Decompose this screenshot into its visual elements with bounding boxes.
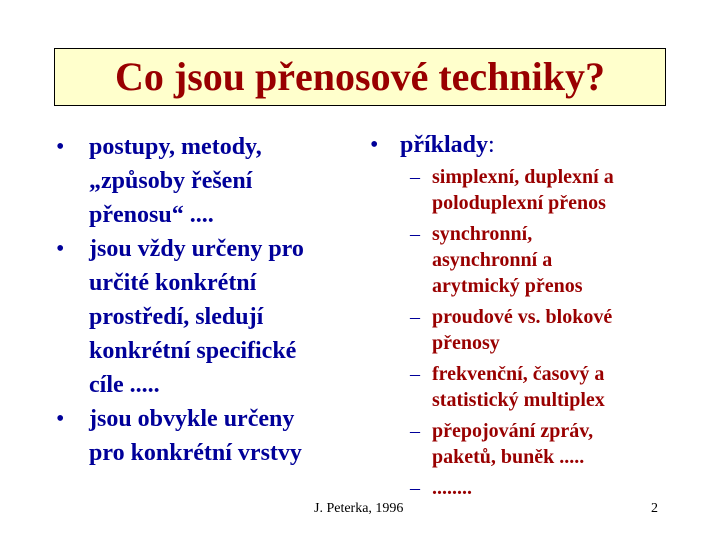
bullet-icon: • — [56, 236, 65, 262]
bullet-line: konkrétní specifické — [89, 338, 297, 364]
bullet-line: jsou vždy určeny pro — [89, 236, 304, 262]
bullet-text — [89, 130, 356, 232]
example-line: přepojování zpráv, — [432, 420, 594, 442]
examples-heading-colon: : — [488, 132, 495, 158]
example-line: simplexní, duplexní a — [432, 166, 614, 188]
example-item — [410, 164, 670, 216]
bullet-icon: • — [56, 134, 65, 160]
page-number: 2 — [651, 501, 658, 516]
example-line: arytmický přenos — [432, 275, 583, 297]
example-item — [410, 475, 670, 501]
examples-list — [370, 164, 670, 501]
examples-heading — [370, 128, 670, 162]
bullet-icon: • — [56, 406, 65, 432]
bullet-line: pro konkrétní vrstvy — [89, 440, 302, 466]
examples-heading-text — [400, 128, 670, 162]
bullet-line: přenosu“ .... — [89, 202, 214, 228]
example-line: synchronní, — [432, 223, 533, 245]
left-bullet — [56, 402, 356, 470]
example-line: paketů, buněk ..... — [432, 446, 585, 468]
example-text — [432, 475, 670, 501]
left-column — [56, 130, 356, 470]
example-item — [410, 304, 670, 356]
dash-icon: – — [410, 477, 420, 499]
example-item — [410, 418, 670, 470]
example-line: proudové vs. blokové — [432, 306, 613, 328]
bullet-line: jsou obvykle určeny — [89, 406, 295, 432]
dash-icon: – — [410, 306, 420, 328]
title-box — [54, 48, 666, 106]
dash-icon: – — [410, 223, 420, 245]
example-line: asynchronní a — [432, 249, 553, 271]
bullet-line: určité konkrétní — [89, 270, 257, 296]
bullet-line: „způsoby řešení — [89, 168, 253, 194]
bullet-icon: • — [370, 132, 379, 158]
example-text — [432, 361, 670, 413]
example-text — [432, 304, 670, 356]
examples-heading-word: příklady — [400, 132, 489, 158]
example-text — [432, 221, 670, 299]
bullet-line: postupy, metody, — [89, 134, 262, 160]
footer-author: J. Peterka, 1996 — [314, 501, 404, 516]
bullet-text — [89, 232, 356, 402]
dash-icon: – — [410, 363, 420, 385]
example-text — [432, 164, 670, 216]
example-line: poloduplexní přenos — [432, 192, 606, 214]
right-column — [370, 128, 670, 506]
example-line: frekvenční, časový a — [432, 363, 605, 385]
example-item — [410, 361, 670, 413]
dash-icon: – — [410, 166, 420, 188]
slide-title: Co jsou přenosové techniky? — [114, 54, 606, 99]
bullet-line: cíle ..... — [89, 372, 160, 398]
example-item — [410, 221, 670, 299]
dash-icon: – — [410, 420, 420, 442]
example-line: statistický multiplex — [432, 389, 605, 411]
example-line: přenosy — [432, 332, 500, 354]
left-bullet — [56, 232, 356, 402]
bullet-line: prostředí, sledují — [89, 304, 264, 330]
left-bullet — [56, 130, 356, 232]
bullet-text — [89, 402, 356, 470]
example-line: ........ — [432, 477, 472, 499]
example-text — [432, 418, 670, 470]
